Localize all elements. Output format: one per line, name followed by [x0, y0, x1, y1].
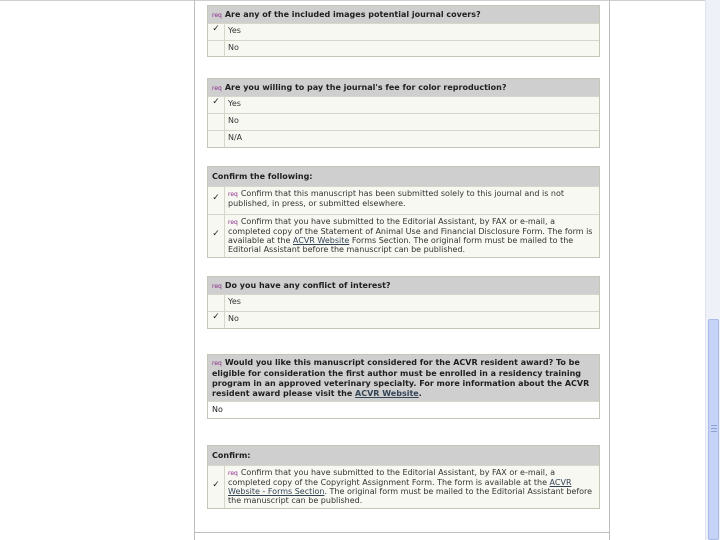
checkbox-empty: [208, 295, 225, 311]
required-icon: req: [228, 191, 238, 198]
checkmark-icon: ✓: [208, 187, 225, 214]
acvr-website-link[interactable]: ACVR Website: [292, 236, 350, 245]
color-fee-option-yes[interactable]: [208, 96, 599, 113]
confirm-copyright-text: Confirm that you have submitted to the Editorial Assistant, by FAX or e-mail, a completed copy of the Copyright Assignment Form. The form is available at the: [228, 468, 555, 487]
checkmark-icon: ✓: [208, 24, 225, 40]
confirm-header: [208, 446, 599, 465]
required-icon: req: [212, 85, 222, 92]
scrollbar-grip: [711, 431, 717, 432]
required-icon: req: [212, 360, 222, 367]
checkbox-empty: [208, 131, 225, 147]
option-label: N/A: [228, 133, 243, 142]
conflict-question-panel: [207, 276, 600, 329]
option-label: Yes: [228, 297, 241, 306]
checkmark-icon: ✓: [208, 97, 225, 113]
confirm-following-header: [208, 167, 599, 186]
confirm-copyright-form[interactable]: [208, 465, 599, 508]
covers-question-panel: [207, 5, 600, 57]
resident-award-panel: [207, 354, 600, 419]
checkbox-empty: [208, 114, 225, 130]
option-label: No: [228, 116, 239, 125]
option-label: No: [228, 43, 239, 52]
conflict-option-yes[interactable]: [208, 294, 599, 311]
confirm-animal-use-text: Confirm that you have submitted to the Editorial Assistant, by FAX or e-mail, a completed copy of the Statement of Animal Use and Financial Disclosure Form. The form is available at the: [228, 217, 593, 245]
option-label: No: [228, 314, 239, 323]
confirm-animal-use-text-after: Forms Section. The original form must be mailed to the Editorial Assistant before the manuscript can be published.: [228, 236, 574, 254]
checkmark-icon: ✓: [208, 466, 225, 508]
conflict-question-header: [208, 277, 599, 294]
conflict-question-title: Do you have any conflict of interest?: [224, 281, 391, 290]
confirm-following-title: Confirm the following:: [212, 172, 313, 181]
confirm-animal-use-form[interactable]: [208, 214, 599, 257]
acvr-forms-link[interactable]: ACVR Website - Forms Section: [228, 478, 572, 496]
checkmark-icon: ✓: [208, 215, 225, 257]
required-icon: req: [212, 12, 222, 19]
option-label: Yes: [228, 26, 241, 35]
confirm-copyright-text-after: . The original form must be mailed to the Editorial Assistant before the manuscript can be published.: [228, 487, 593, 505]
resident-award-answer: No: [208, 401, 599, 418]
checkmark-icon: ✓: [208, 312, 225, 328]
scrollbar-grip: [711, 428, 717, 429]
covers-question-title: Are any of the included images potential journal covers?: [224, 10, 481, 19]
conflict-option-no[interactable]: [208, 311, 599, 328]
resident-award-header: [208, 355, 599, 401]
covers-option-yes[interactable]: [208, 23, 599, 40]
covers-option-no[interactable]: [208, 40, 599, 56]
required-icon: req: [228, 219, 238, 226]
confirm-original-submission[interactable]: [208, 186, 599, 214]
confirm-following-panel: [207, 166, 600, 258]
option-label: Yes: [228, 99, 241, 108]
covers-question-header: [208, 6, 599, 23]
color-fee-question-header: [208, 79, 599, 96]
confirm-copyright-panel: [207, 445, 600, 509]
color-fee-option-na[interactable]: [208, 130, 599, 147]
scrollbar-grip: [711, 425, 717, 426]
confirm-original-text: Confirm that this manuscript has been submitted solely to this journal and is not published, in press, or submitted elsewhere.: [228, 189, 565, 208]
required-icon: req: [212, 283, 222, 290]
resident-award-title-end: .: [418, 389, 422, 398]
scrollbar-thumb[interactable]: [708, 319, 719, 540]
content-bottom-border: [194, 532, 610, 533]
color-fee-option-no[interactable]: [208, 113, 599, 130]
color-fee-question-panel: [207, 78, 600, 148]
color-fee-question-title: Are you willing to pay the journal's fee for color reproduction?: [224, 83, 507, 92]
acvr-website-link[interactable]: ACVR Website: [355, 389, 419, 398]
required-icon: req: [228, 470, 238, 477]
confirm-title: Confirm:: [212, 451, 251, 460]
resident-award-title: Would you like this manuscript considered for the ACVR resident award? To be eligible for consideration the first author must be enrolled in a residency training program in an approved veterinary specialty. For more information about the ACVR resident award please visit the: [212, 358, 590, 398]
checkbox-empty: [208, 41, 225, 56]
